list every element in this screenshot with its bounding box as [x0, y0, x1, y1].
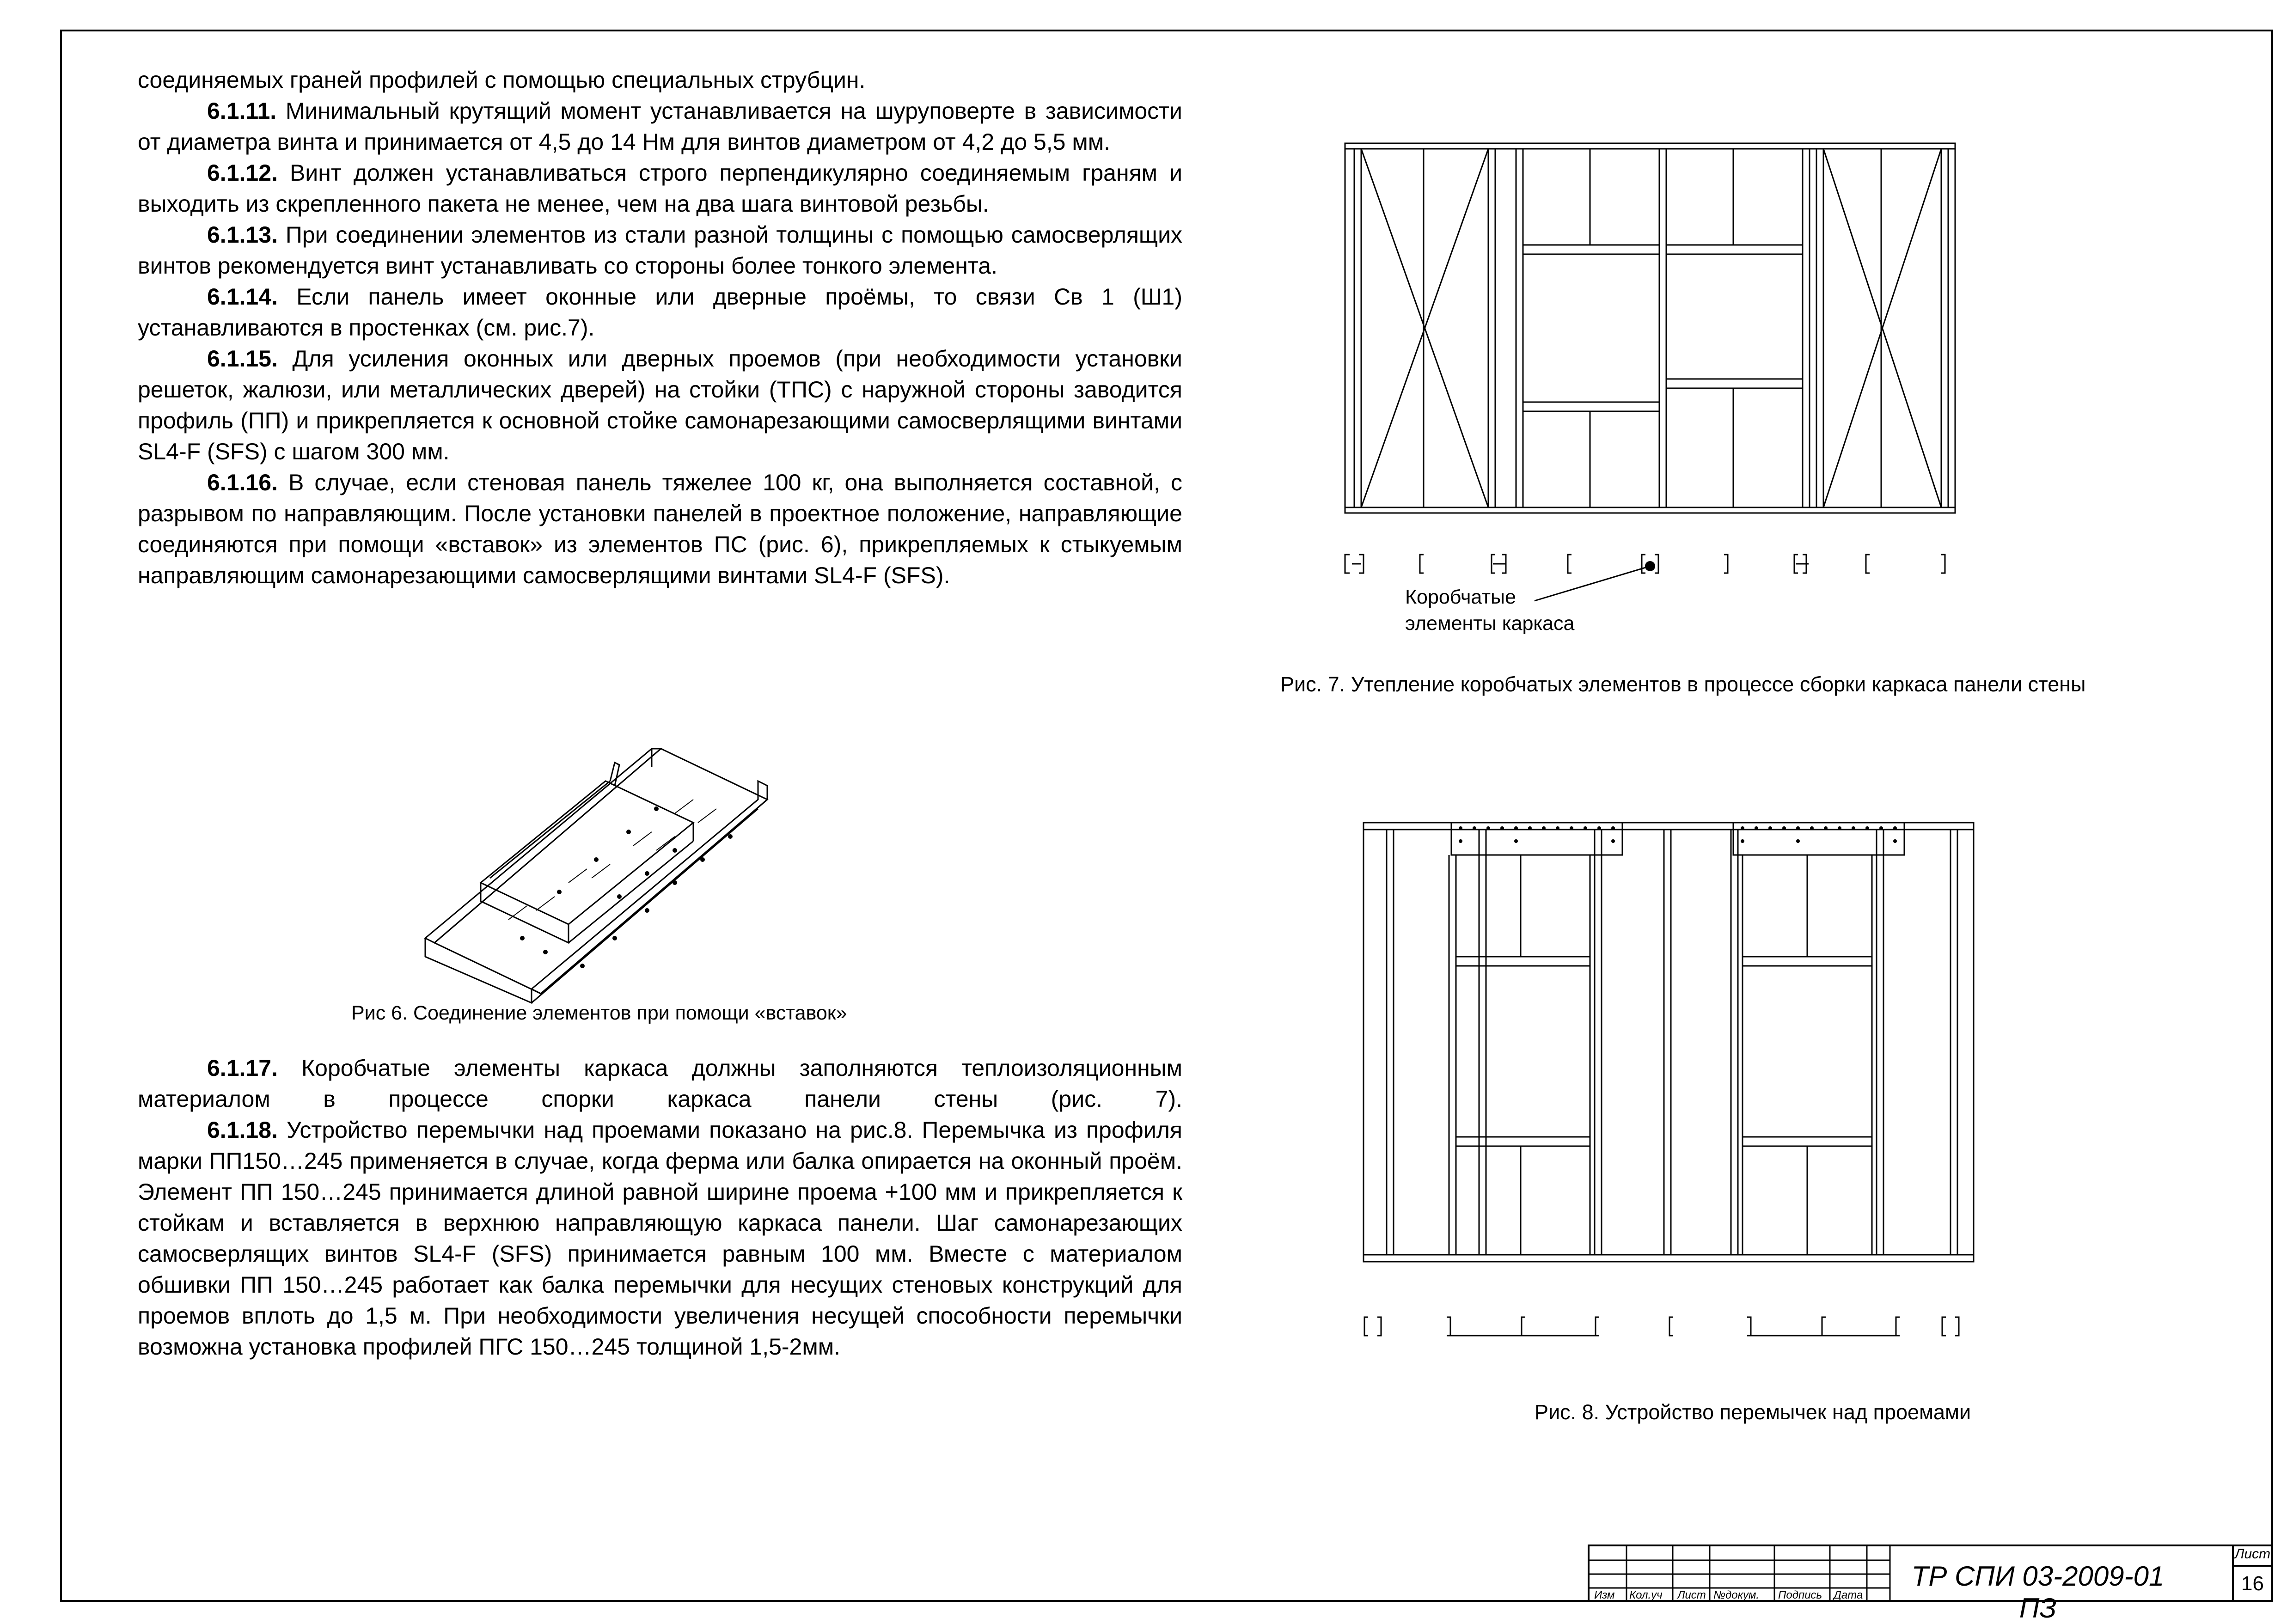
paragraph-text: Если панель имеет оконные или дверные проёмы, то связи Св 1 (Ш1) устанавливаются в простенках (см. рис.7).	[138, 284, 1182, 341]
stamp-col-data: Дата	[1834, 1589, 1863, 1601]
paragraph-text: В случае, если стеновая панель тяжелее 100 кг, она выполняется составной, с разрывом по направляющим. После установки панелей в проектное положение, направляющие соединяются при помощи «вставок» из элементов ПС (рис. 6), прикрепляемых к стыкуемым направляющим самонарезающими самосверлящими винтами SL4-F (SFS).	[138, 470, 1182, 588]
paragraph-text: Для усиления оконных или дверных проемов (при необходимости установки решеток, жалюзи, или металлических дверей) на стойки (ТПС) с наружной стороны заводится профиль (ПП) и прикрепляется к основной стойке самонарезающими самосверлящими винтами SL4-F (SFS) с шагом 300 мм.	[138, 346, 1182, 464]
clause-number: 6.1.12.	[207, 160, 278, 186]
stamp-col-izm: Изм	[1594, 1589, 1615, 1601]
paragraph-6-1-11	[138, 96, 1182, 158]
stamp-col-dokum: №докум.	[1713, 1589, 1760, 1601]
document-number: ТР СПИ 03-2009-01 ПЗ	[1911, 1561, 2165, 1624]
paragraph-6-1-14	[138, 281, 1182, 343]
paragraph-text: Минимальный крутящий момент устанавливается на шуруповерте в зависимости от диаметра винта и принимается от 4,5 до 14 Нм для винтов диаметром от 4,2 до 5,5 мм.	[138, 98, 1182, 155]
clause-number: 6.1.14.	[207, 284, 278, 310]
clause-number: 6.1.16.	[207, 470, 278, 495]
figure-7-caption: Рис. 7. Утепление коробчатых элементов в процессе сборки каркаса панели стены	[1280, 672, 2086, 696]
stamp-col-kol: Кол.уч	[1629, 1589, 1663, 1601]
sheet-label: Лист	[2234, 1546, 2271, 1562]
figure-6-caption: Рис 6. Соединение элементов при помощи «вставок»	[351, 1002, 847, 1024]
paragraph-text: соединяемых граней профилей с помощью специальных струбцин.	[138, 67, 866, 93]
figure-6-profile-insert	[416, 721, 777, 989]
paragraph-text: Устройство перемычки над проемами показано на рис.8. Перемычка из профиля марки ПП150…245 применяется в случае, когда ферма или балка опирается на оконный проём. Элемент ПП 150…245 принимается длиной равной ширине проема +100 мм и прикрепляется к стойкам и вставляется в верхнюю направляющую каркаса панели. Шаг самонарезающих самосверлящих винтов SL4-F (SFS) принимается равным 100 мм. Вместе с материалом обшивки ПП 150…245 работает как балка перемычки для несущих стеновых конструкций для проемов вплоть до 1,5 м. При необходимости увеличения несущей способности перемычки возможна установка профилей ПГС 150…245 толщиной 1,5-2мм.	[138, 1117, 1182, 1360]
paragraph-6-1-18	[138, 1115, 1182, 1362]
figure-7-wall-frame	[1340, 139, 1969, 601]
stamp-col-list: Лист	[1677, 1589, 1706, 1601]
figure-8-lintels	[1359, 813, 1978, 1349]
clause-number: 6.1.17.	[207, 1055, 278, 1081]
paragraph-text: При соединении элементов из стали разной толщины с помощью самосверлящих винтов рекомендуется винт устанавливать со стороны более тонкого элемента.	[138, 222, 1182, 279]
sheet-number: 16	[2241, 1572, 2264, 1595]
figure-8-caption: Рис. 8. Устройство перемычек над проемами	[1535, 1400, 1971, 1424]
paragraph-6-1-13	[138, 220, 1182, 281]
stamp-col-podpis: Подпись	[1778, 1589, 1822, 1601]
text-column-bottom	[138, 1053, 1182, 1362]
paragraph-text: Коробчатые элементы каркаса должны заполняются теплоизоляционным материалом в процессе спорки каркаса панели стены (рис. 7).	[138, 1055, 1182, 1112]
paragraph-6-1-15	[138, 343, 1182, 467]
paragraph-6-1-16	[138, 467, 1182, 591]
paragraph-continuation	[138, 65, 1182, 96]
clause-number: 6.1.11.	[207, 98, 277, 124]
paragraph-6-1-12	[138, 158, 1182, 220]
clause-number: 6.1.15.	[207, 346, 278, 372]
paragraph-text: Винт должен устанавливаться строго перпендикулярно соединяемым граням и выходить из скрепленного пакета не менее, чем на два шага винтовой резьбы.	[138, 160, 1182, 217]
clause-number: 6.1.13.	[207, 222, 278, 248]
stamp-divider	[2232, 1565, 2273, 1567]
text-column-top	[138, 65, 1182, 591]
clause-number: 6.1.18.	[207, 1117, 278, 1143]
figure-7-callout-label-line2: элементы каркаса	[1405, 612, 1575, 635]
paragraph-6-1-17	[138, 1053, 1182, 1115]
title-block	[1588, 1545, 2273, 1624]
figure-7-callout-label-line1: Коробчатые	[1405, 586, 1516, 608]
